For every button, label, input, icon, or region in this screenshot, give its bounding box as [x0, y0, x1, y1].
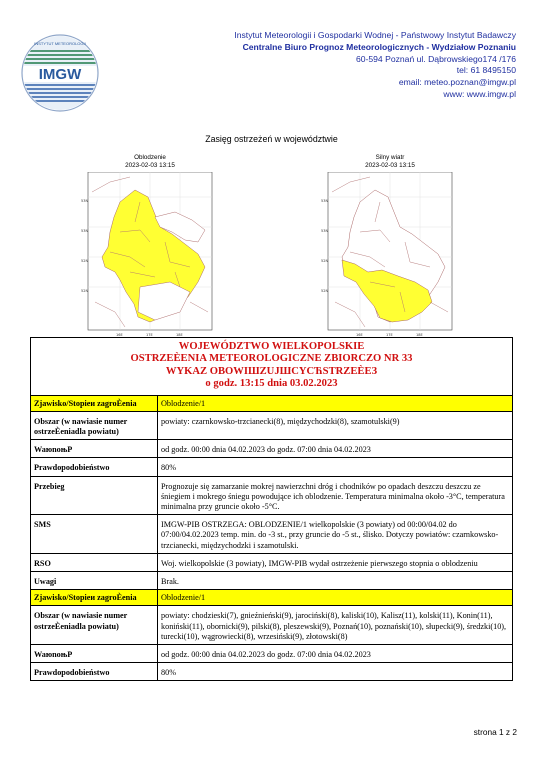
map-title: Silny wiatr	[375, 154, 405, 161]
warning-rows	[31, 395, 512, 681]
row-label: Prawdopodobieństwo	[31, 663, 158, 680]
title-line: WYKAZ OBOWIШZUJШCYCЋSTRZEЀEЗ	[165, 365, 378, 377]
table-row	[31, 553, 512, 571]
map-date: 2023-02-03 13:15	[125, 162, 175, 169]
map-title: Oblodzenie	[134, 154, 166, 161]
svg-text:17E: 17E	[386, 333, 393, 337]
svg-text:53N: 53N	[81, 229, 89, 233]
row-label: Zjawisko/Stopieи zagroЀenia	[31, 396, 158, 411]
map-silny-wiatr-image	[320, 172, 460, 340]
maps-subtitle: Zasięg ostrzeżeń w województwie	[205, 134, 338, 144]
row-value: Prognozuje się zamarzanie mokrej nawierzchni dróg i chodników po opadach deszczu deszczu ze śniegiem i mokrego śniegu powodujące ich oblodzenie. Temperatura minimalna około -3°C, temperatura minimalna przy gruncie około -5°C.	[161, 481, 505, 512]
row-value: Oblodzenie/1	[161, 593, 206, 603]
svg-text:53N: 53N	[321, 229, 329, 233]
table-row	[31, 514, 512, 553]
email: email: meteo.poznan@imgw.pl	[398, 77, 516, 88]
row-label: RSO	[31, 554, 158, 571]
table-row	[31, 476, 512, 515]
svg-text:16E: 16E	[116, 333, 123, 337]
table-row	[31, 589, 512, 605]
table-row	[31, 457, 512, 475]
row-value: Oblodzenie/1	[161, 398, 206, 408]
row-label: Obszar (w nawiasie numer ostrzeЀeniadla powiatu)	[31, 606, 158, 644]
warning-title	[31, 338, 512, 395]
row-label: Zjawisko/Stopieи zagroЀenia	[31, 590, 158, 605]
title-line: OSTRZEЀENIA METEOROLOGICZNE ZBIORCZO NR 33	[130, 353, 413, 365]
svg-text:16E: 16E	[356, 333, 363, 337]
svg-text:53N: 53N	[81, 199, 89, 203]
svg-text:17E: 17E	[146, 333, 153, 337]
map-oblodzenie-image	[80, 172, 220, 340]
svg-text:52N: 52N	[321, 289, 329, 293]
map-silny-wiatr	[320, 154, 460, 340]
address: 60-594 Poznań ul. Dąbrowskiego174 /176	[355, 53, 516, 64]
svg-text:18E: 18E	[176, 333, 183, 337]
institute-header	[186, 30, 516, 101]
table-row	[31, 571, 512, 589]
row-label: Obszar (w nawiasie numer ostrzeЀeniadla powiatu)	[31, 412, 158, 439]
row-value: IMGW-PIB OSTRZEGA: OBLODZENIE/1 wielkopolskie (3 powiaty) od 00:00/04.02 do 07:00/04.02.2023 temp. min. do -3 st., przy gruncie do -5 st., ślisko. Dotyczy powiatów: czarnkowsko-trzcianecki, międzychodzki i szamotulski.	[161, 520, 499, 550]
logo-text: IMGW	[38, 66, 82, 83]
office-name: Centralne Biuro Prognoz Meteorologicznych - Wydziałow Poznaniu	[242, 41, 516, 52]
row-value: powiaty: chodzieski(7), gnieźnieński(9), jarociński(8), kaliski(10), Kalisz(11), kolski(11), Konin(11), koniński(11), obornicki(9), pilski(8), pleszewski(9), Poznań(10), poznański(10), słupecki(9), średzki(10), turecki(10), wągrowiecki(8), wrzesiński(9), złotowski(8)	[161, 611, 507, 641]
row-value: Woj. wielkopolskie (3 powiaty), IMGW-PIB wydał ostrzeżenie pierwszego stopnia o oblodzeniu	[161, 558, 478, 568]
svg-text:INSTYTUT METEOROLOGII: INSTYTUT METEOROLOGII	[34, 41, 86, 46]
table-row	[31, 411, 512, 439]
title-line: o godz. 13:15 dnia 03.02.2023	[205, 378, 338, 390]
row-value: od godz. 00:00 dnia 04.02.2023 do godz. 07:00 dnia 04.02.2023	[161, 445, 371, 455]
row-value: powiaty: czarnkowsko-trzcianecki(8), międzychodzki(8), szamotulski(9)	[161, 416, 400, 426]
svg-text:52N: 52N	[81, 259, 89, 263]
row-label: Uwagi	[31, 572, 158, 589]
row-label: Prawdopodobieństwo	[31, 458, 158, 475]
svg-text:18E: 18E	[416, 333, 423, 337]
website: www: www.imgw.pl	[443, 88, 516, 99]
table-row	[31, 605, 512, 644]
row-label: WaюnoњР	[31, 440, 158, 457]
map-date: 2023-02-03 13:15	[365, 162, 415, 169]
map-oblodzenie	[80, 154, 220, 340]
row-value: Brak.	[161, 577, 179, 587]
warning-table	[30, 337, 513, 681]
row-value: od godz. 00:00 dnia 04.02.2023 do godz. 07:00 dnia 04.02.2023	[161, 650, 371, 660]
svg-text:52N: 52N	[321, 259, 329, 263]
table-row	[31, 662, 512, 680]
title-line: WOJEWÓDZTWO WIELKOPOLSKIE	[178, 341, 365, 352]
phone: tel: 61 8495150	[456, 65, 516, 76]
table-row	[31, 644, 512, 662]
table-row	[31, 439, 512, 457]
row-label: SMS	[31, 515, 158, 553]
table-row	[31, 395, 512, 411]
row-value: 80%	[161, 668, 177, 678]
row-value: 80%	[161, 463, 177, 473]
imgw-logo	[20, 33, 100, 113]
page-number: strona 1 z 2	[473, 727, 517, 737]
row-label: WaюnoњР	[31, 645, 158, 662]
institute-name: Instytut Meteorologii i Gospodarki Wodnej - Państwowy Instytut Badawczy	[234, 30, 516, 40]
row-label: Przebieg	[31, 477, 158, 515]
svg-text:53N: 53N	[321, 199, 329, 203]
svg-text:52N: 52N	[81, 289, 89, 293]
